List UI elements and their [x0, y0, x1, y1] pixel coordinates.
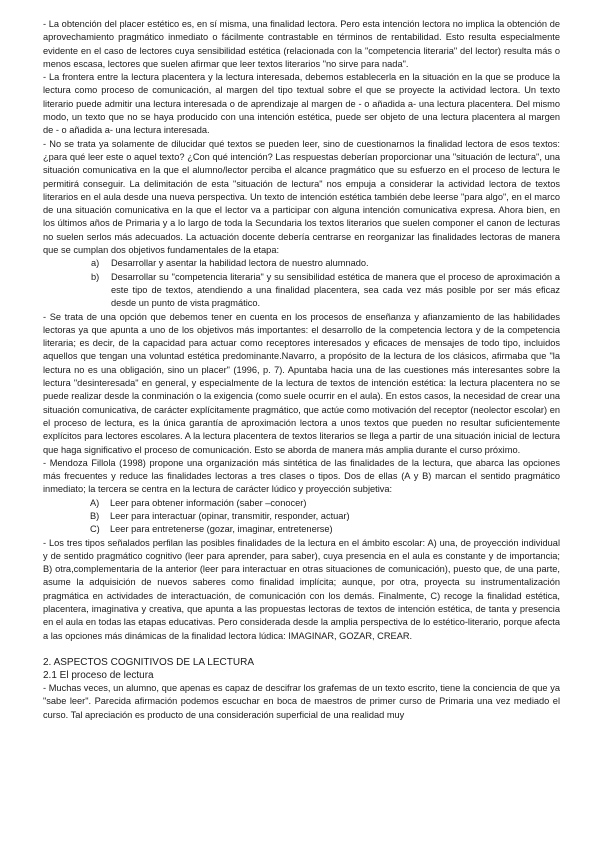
- list-item: [43, 271, 560, 311]
- list-item-text: Desarrollar su "competencia literaria" y su sensibilidad estética de manera que el proceso de aproximación a este tipo de textos, atendiendo a una finalidad placentera, sea cada vez más posible por ser más eficaz desde un punto de vista pragmático.: [111, 271, 560, 309]
- list-marker: A): [90, 497, 100, 508]
- list-marker: C): [90, 524, 100, 535]
- list-item: [43, 497, 560, 510]
- list-marker: a): [91, 258, 100, 269]
- list-item: [43, 510, 560, 523]
- paragraph: - La frontera entre la lectura placentera y la lectura interesada, debemos establecerla en la situación en la que se produce la lectura como proceso de comunicación, al margen del tipo textual sobre el que se proyecte la actividad lectora. Un texto literario puede admitir una lectura interesada o de aprendizaje al margen de - o añadida a- una lectura placentera. Del mismo modo, un texto que no se haya producido con una intención estética, puede ser objeto de una lectura placentera al margen de - o añadida a- una lectura interesada.: [43, 72, 560, 136]
- paragraph: - Los tres tipos señalados perfilan las posibles finalidades de la lectura en el ámbito escolar: A) una, de proyección individual y de sentido pragmático cognitivo (leer para aprender, para saber), cuya presencia en el aula es constante y de importancia; B) otra,complementaria de la anterior (leer para interactuar en otras situaciones de comunicación), puesto que, de una parte, asume la adquisición de nuevos saberes como finalidad implícita; aunque, por otra, proyecta su instrumentalización pragmática en actividades de interactuación, de comunicación con los demás. Finalmente, C) recoge la finalidad estética, placentera, imaginativa y creativa, que apunta a las propuestas lectoras de textos de intención estética, de tanta y presencia en el aula en todas las etapas educativas. Pero considerada desde la amplia perspectiva de lo estético-literario, porque afecta a las opciones más dinámicas de la finalidad lectora lúdica: IMAGINAR, GOZAR, CREAR.: [43, 537, 560, 641]
- list-item-text: Leer para entretenerse (gozar, imaginar, entretenerse): [110, 524, 333, 535]
- reading-purposes-list: [43, 497, 560, 537]
- paragraph: - Muchas veces, un alumno, que apenas es capaz de descifrar los grafemas de un texto escrito, tiene la conciencia de que ya "sabe leer". Parecida afirmación podemos escuchar en boca de maestros de primer curso de Primaria una vez mediado el curso. Tal apreciación es producto de una consideración superficial de una realidad muy: [43, 682, 560, 720]
- list-item-text: Leer para obtener información (saber –conocer): [110, 497, 307, 508]
- objectives-list: [43, 257, 560, 310]
- paragraph: - Mendoza Fillola (1998) propone una organización más sintética de las finalidades de la lectura, que abarca las opciones más frecuentes y reduce las finalidades lectoras a tres clases o tipos. Dos de ellas (A y B) marcan el sentido pragmático inmediato; la tercera se centra en la lectura de carácter lúdico y proyección subjetiva:: [43, 457, 560, 495]
- paragraph: - La obtención del placer estético es, en sí misma, una finalidad lectora. Pero esta intención lectora no implica la obtención de aprovechamiento pragmático inmediato o fácilmente contrastable en términos de rentabilidad. Esto resulta especialmente evidente en el caso de lectores cuya sensibilidad estética (relacionada con la "competencia literaria" del lector) resulta más o menos escasa, lectores que suelen afirmar que leer textos literarios "no sirve para nada".: [43, 19, 560, 69]
- list-marker: b): [91, 271, 100, 282]
- paragraph: - Se trata de una opción que debemos tener en cuenta en los procesos de enseñanza y afianzamiento de las habilidades lectoras ya que apunta a uno de los objetivos más importantes: el desarrollo de la competencia lectora y de la competencia literaria; es decir, de la capacidad para actuar como receptores interesados y eficaces de mensajes de todo tipo, incluidos aquellos que tengan una voluntad estética predominante.Navarro, a propósito de la lectura de los clásicos, afirmaba que "la lectura no es una obligación, sino un placer" (1996, p. 7). Apuntaba hacia una de las cuestiones más interesantes sobre la lectura "desinteresada" en general, y especialmente de la lectura de textos de intención estética: la lectura placentera no se puede realizar desde la conminación o la exigencia (como suele ocurrir en el aula). En estos casos, la necesidad de crear una situación comunicativa, de carácter explícitamente pragmático, que actúe como motivación del receptor (neolector escolar) en el proceso de lectura, es la única garantía de aproximación lectora a unos textos que pueden no resultar suficientemente explícitos para lectores escolares. A la lectura placentera de textos literarios se llega a partir de una situación inicial de lectura que haga significativo el proceso de comunicación. Esto se aborda de manera más amplia durante el curso próximo.: [43, 311, 560, 455]
- spacer: [43, 643, 560, 656]
- list-item: [43, 523, 560, 536]
- subsection-heading: 2.1 El proceso de lectura: [43, 669, 154, 681]
- section-heading: 2. ASPECTOS COGNITIVOS DE LA LECTURA: [43, 656, 254, 668]
- list-marker: B): [90, 510, 100, 521]
- paragraph: - No se trata ya solamente de dilucidar qué textos se pueden leer, sino de cuestionarnos la finalidad lectora de esos textos: ¿para qué leer este o aquel texto? ¿Con qué intención? Las respuestas deberían proporcionar una "situación de lectura", una situación comunicativa en la que el alumno/lector perciba el alcance pragmático que su esfuerzo en el proceso de lectura le permitirá conseguir. La delimitación de esta "situación de lectura" nos empuja a considerar la actividad lectora de textos literarios en el aula desde una nueva perspectiva. Un texto de intención estética también debe leerse "para algo", en el marco de una situación comunicativa en la que el lector va a participar con alguna intención comunicativa expresa. Ahora bien, en los últimos años de Primaria y a lo largo de toda la Secundaria los textos literarios que suelen componer el canon de lecturas no suelen serlos más adecuados. La actuación docente debería centrarse en reorganizar las finalidades lectoras de manera que se cumplan dos objetivos fundamentales de la etapa:: [43, 138, 560, 256]
- list-item-text: Desarrollar y asentar la habilidad lectora de nuestro alumnado.: [111, 258, 369, 269]
- list-item: [43, 257, 560, 270]
- list-item-text: Leer para interactuar (opinar, transmitir, responder, actuar): [110, 510, 350, 521]
